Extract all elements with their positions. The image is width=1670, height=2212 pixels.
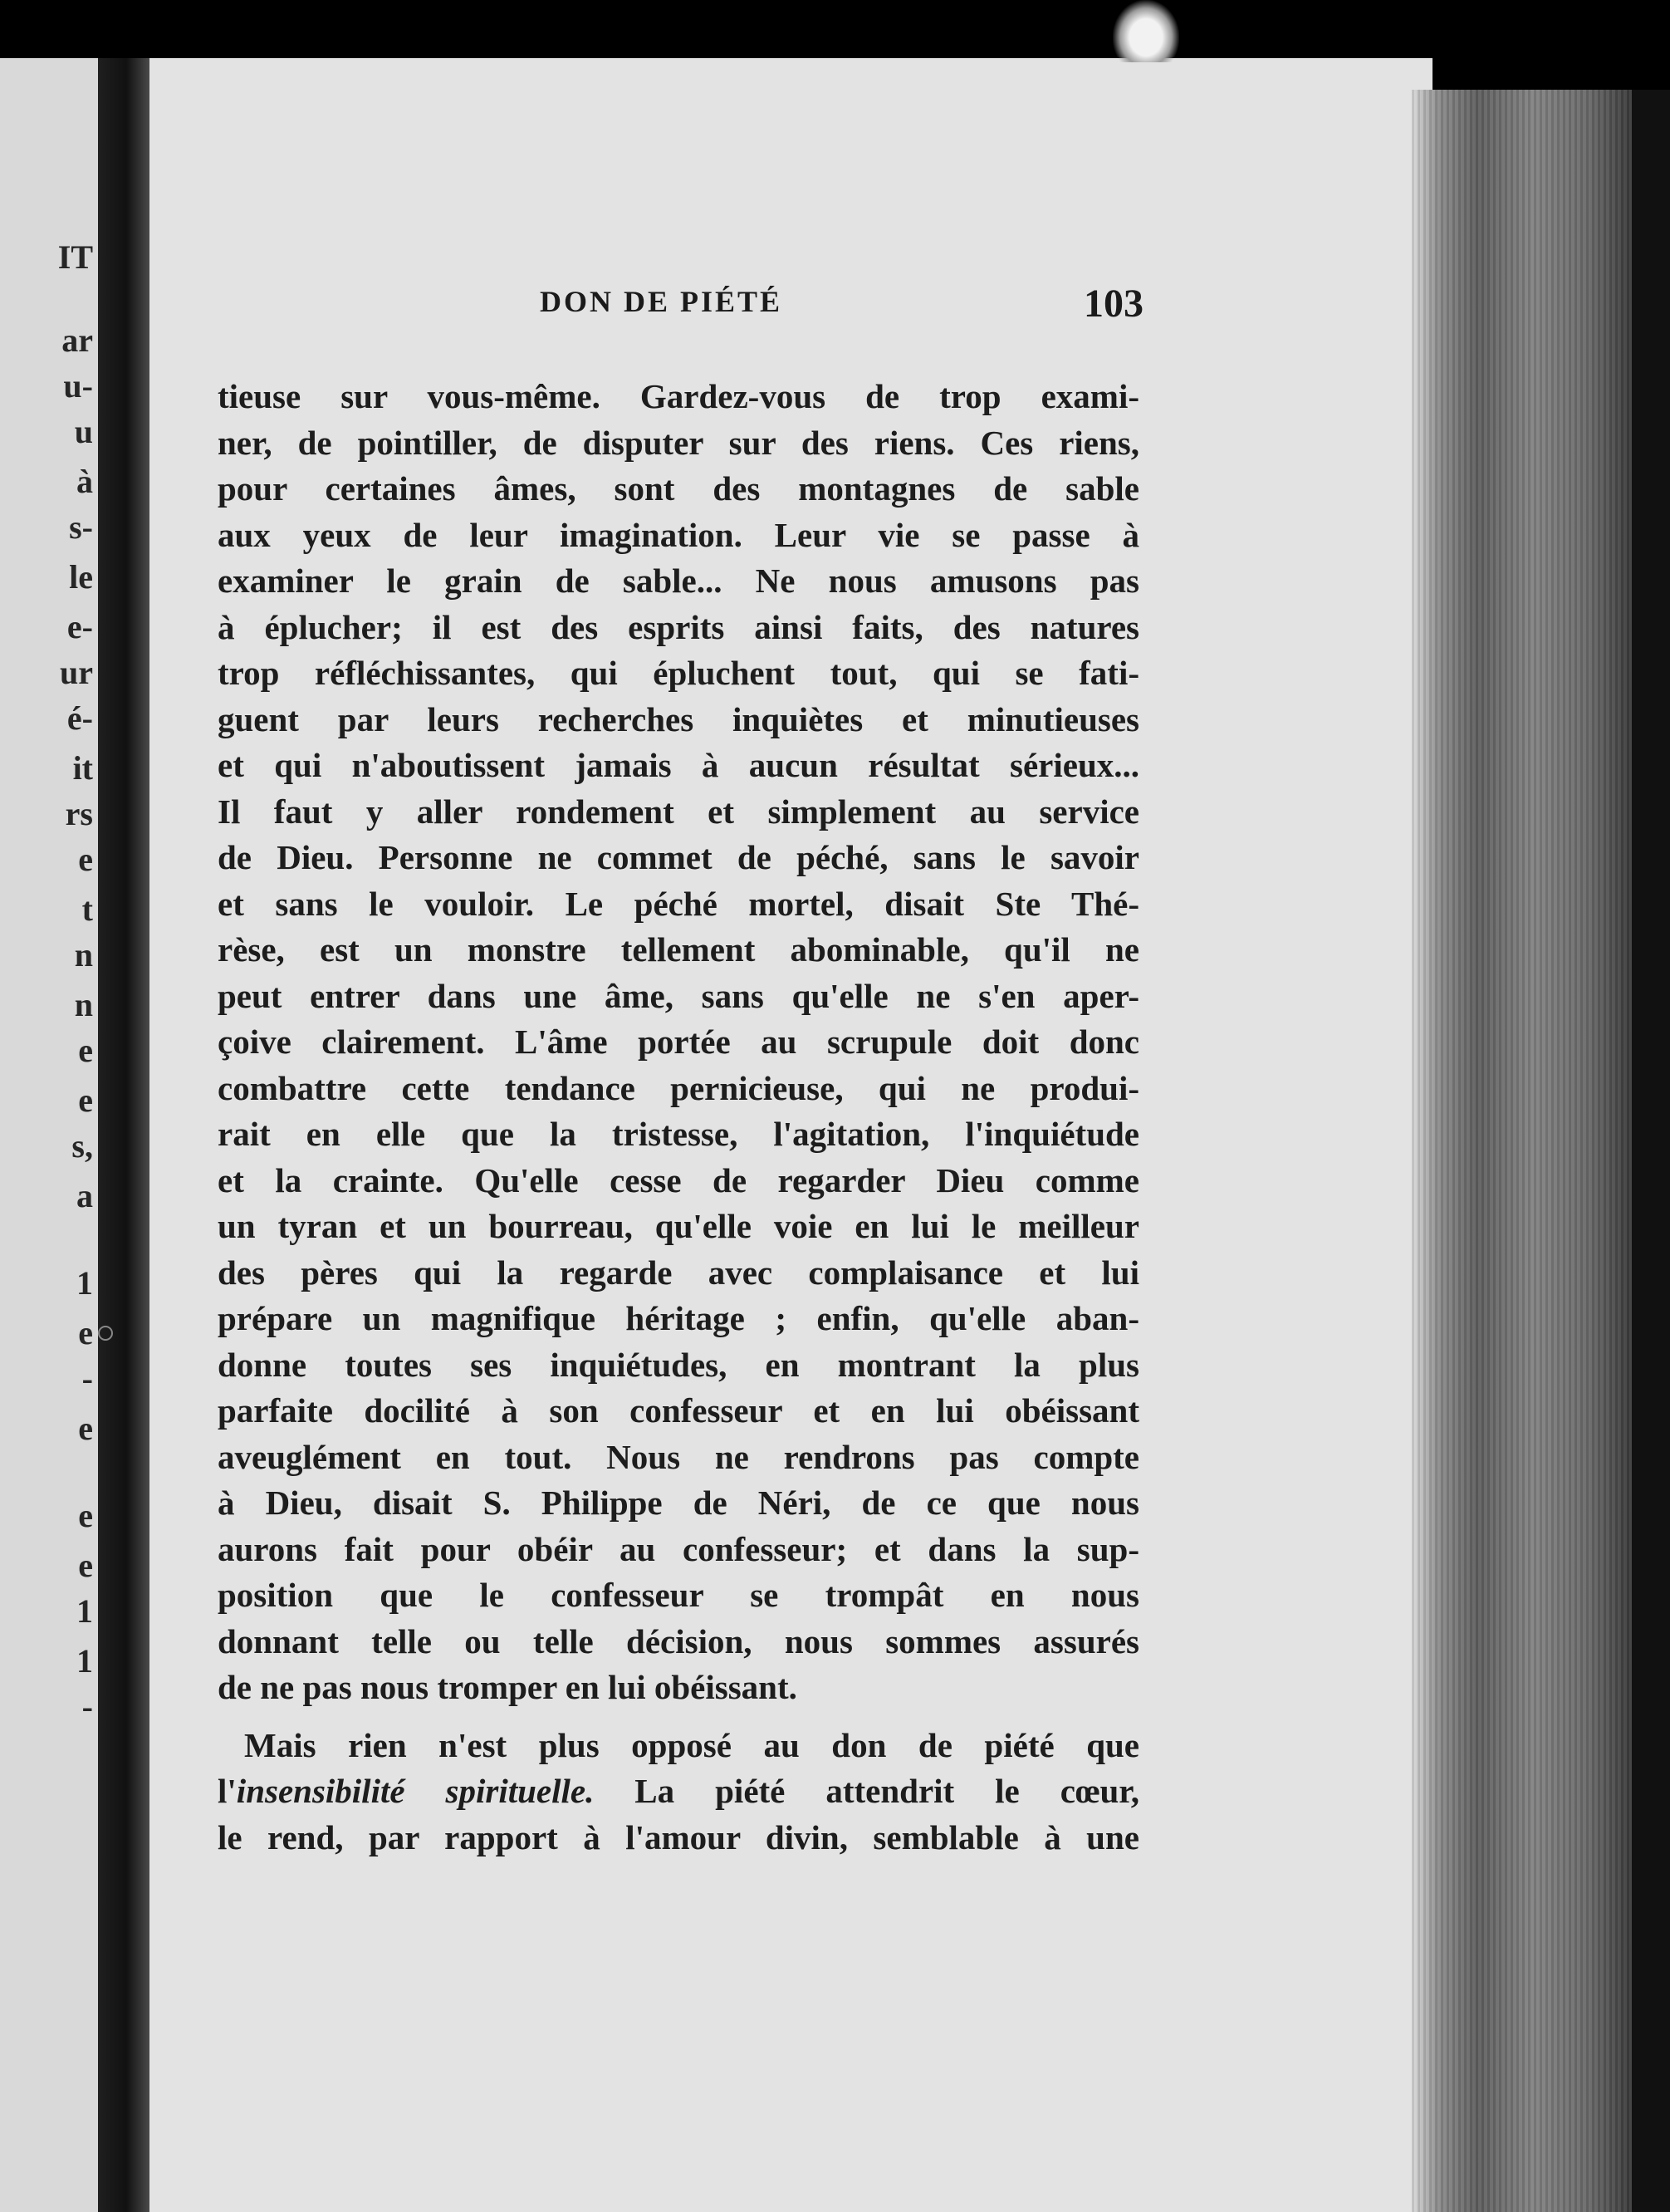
previous-page-text-fragment: s- — [69, 508, 93, 546]
text-line: rèse, est un monstre tellement abominable, qu'il ne — [218, 930, 1139, 969]
body-text — [218, 374, 1139, 1861]
previous-page-text-fragment: IT — [57, 238, 93, 276]
previous-page-text-fragment: ar — [61, 321, 93, 359]
previous-page-text-fragment: n — [74, 936, 93, 974]
previous-page-text-fragment: - — [81, 1360, 93, 1397]
text-line: examiner le grain de sable... Ne nous amusons pas — [218, 562, 1139, 600]
text-line: çoive clairement. L'âme portée au scrupule doit donc — [218, 1023, 1139, 1061]
text-line: aveuglément en tout. Nous ne rendrons pas compte — [218, 1437, 1139, 1476]
tape-mark — [1113, 0, 1179, 62]
text-line: combattre cette tendance pernicieuse, qui ne produi- — [218, 1068, 1139, 1107]
text-line: pour certaines âmes, sont des montagnes de sable — [218, 469, 1139, 508]
text-line: et sans le vouloir. Le péché mortel, disait Ste Thé- — [218, 884, 1139, 923]
previous-page-text-fragment: rs — [65, 795, 93, 832]
previous-page-text-fragment: 1 — [76, 1592, 93, 1630]
text-line: à Dieu, disait S. Philippe de Néri, de ce que nous — [218, 1484, 1139, 1522]
previous-page-text-fragment: n — [74, 986, 93, 1023]
previous-page-text-fragment: e — [78, 1081, 93, 1119]
text-line: peut entrer dans une âme, sans qu'elle ne s'en aper- — [218, 976, 1139, 1015]
text-line: position que le confesseur se trompât en nous — [218, 1576, 1139, 1614]
paragraph-1 — [218, 374, 1139, 1711]
previous-page-text-fragment: e- — [66, 608, 93, 645]
edge-shadow — [1632, 90, 1670, 2212]
previous-page-text-fragment: e — [78, 1032, 93, 1069]
previous-page-text-fragment: e — [78, 1314, 93, 1351]
text-line: le rend, par rapport à l'amour divin, semblable à une — [218, 1817, 1139, 1856]
text-line: de Dieu. Personne ne commet de péché, sans le savoir — [218, 838, 1139, 876]
previous-page-text-fragment: é- — [66, 699, 93, 737]
previous-page-text-fragment: - — [81, 1688, 93, 1725]
previous-page-edge — [0, 58, 98, 2212]
text-line: Il faut y aller rondement et simplement au service — [218, 792, 1139, 831]
previous-page-text-fragment: u- — [63, 367, 93, 405]
text-line: parfaite docilité à son confesseur et en lui obéissant — [218, 1391, 1139, 1430]
running-title: DON DE PIÉTÉ — [540, 285, 783, 318]
page-block-edge — [1412, 90, 1632, 2212]
text-line — [218, 1768, 1139, 1815]
previous-page-text-fragment: it — [72, 749, 93, 787]
previous-page-text-fragment: u — [74, 413, 93, 450]
previous-page-text-fragment: 1 — [76, 1264, 93, 1302]
previous-page-text-fragment: e — [78, 1410, 93, 1447]
book-gutter — [98, 58, 149, 2212]
text-line: Mais rien n'est plus opposé au don de piété que — [244, 1725, 1139, 1764]
text-line: donne toutes ses inquiétudes, en montrant la plus — [218, 1345, 1139, 1384]
text-line: rait en elle que la tristesse, l'agitation, l'inquiétude — [218, 1115, 1139, 1153]
text-line: et la crainte. Qu'elle cesse de regarder Dieu comme — [218, 1160, 1139, 1199]
text-line: aurons fait pour obéir au confesseur; et dans la sup- — [218, 1529, 1139, 1568]
text-line: aux yeux de leur imagination. Leur vie se passe à — [218, 515, 1139, 554]
previous-page-text-fragment: a — [76, 1177, 93, 1214]
previous-page-text-fragment: à — [76, 463, 93, 500]
text-line: donnant telle ou telle décision, nous sommes assurés — [218, 1621, 1139, 1660]
text-fragment: La piété attendrit le cœur, — [594, 1772, 1139, 1810]
text-line: des pères qui la regarde avec complaisance et lui — [218, 1253, 1139, 1292]
previous-page-text-fragment: 1 — [76, 1642, 93, 1680]
text-line: guent par leurs recherches inquiètes et minutieuses — [218, 699, 1139, 738]
binding-hole — [98, 1326, 113, 1341]
text-line: de ne pas nous tromper en lui obéissant. — [218, 1668, 797, 1706]
text-line: tieuse sur vous-même. Gardez-vous de trop exami- — [218, 377, 1139, 415]
previous-page-text-fragment: s, — [71, 1127, 93, 1165]
text-line: un tyran et un bourreau, qu'elle voie en lui le meilleur — [218, 1207, 1139, 1245]
previous-page-text-fragment: e — [78, 841, 93, 878]
previous-page-text-fragment: ur — [60, 654, 93, 691]
paragraph-2 — [218, 1723, 1139, 1861]
text-line: trop réfléchissantes, qui épluchent tout, qui se fati- — [218, 654, 1139, 692]
text-line: et qui n'aboutissent jamais à aucun résultat sérieux... — [218, 746, 1139, 784]
text-line: ner, de pointiller, de disputer sur des riens. Ces riens, — [218, 423, 1139, 462]
previous-page-text-fragment: t — [81, 890, 93, 928]
previous-page-text-fragment: e — [78, 1547, 93, 1584]
text-line: à éplucher; il est des esprits ainsi faits, des natures — [218, 607, 1139, 646]
previous-page-text-fragment: le — [69, 558, 93, 596]
text-fragment: l' — [218, 1772, 237, 1810]
emphasized-term: insensibilité spirituelle. — [236, 1772, 595, 1810]
page-number: 103 — [1084, 282, 1144, 326]
text-line: prépare un magnifique héritage ; enfin, qu'elle aban- — [218, 1299, 1139, 1337]
previous-page-text-fragment: e — [78, 1497, 93, 1534]
